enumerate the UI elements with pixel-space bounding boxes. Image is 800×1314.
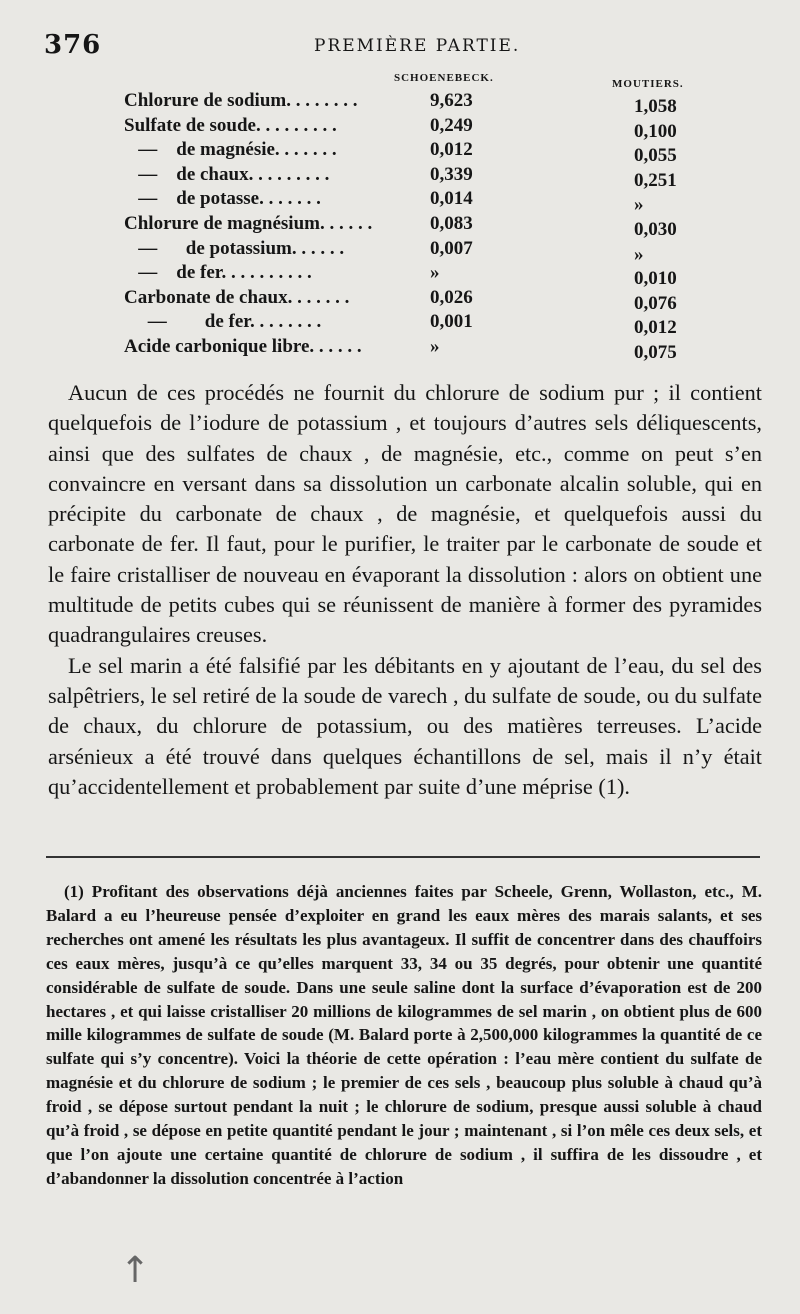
pencil-mark-icon: ↑ <box>120 1250 151 1291</box>
table-row <box>124 90 724 115</box>
value-moutiers: 0,055 <box>634 145 677 167</box>
table-row <box>124 115 724 140</box>
page-header <box>44 30 760 64</box>
value-moutiers: 0,075 <box>634 341 677 363</box>
table-row <box>124 164 724 189</box>
row-label: Carbonate de chaux. . . . . . . <box>124 286 350 308</box>
value-schoenebeck: » <box>430 335 440 357</box>
value-schoenebeck: 0,339 <box>430 163 473 185</box>
value-schoenebeck: 0,026 <box>430 286 473 308</box>
table-row <box>124 262 724 290</box>
table-row <box>124 139 724 167</box>
table-rows <box>124 90 724 361</box>
row-label: — de fer. . . . . . . . <box>124 311 322 333</box>
table-row <box>124 287 724 312</box>
value-schoenebeck: 0,249 <box>430 114 473 136</box>
value-moutiers: 0,030 <box>634 218 677 240</box>
running-head: PREMIÈRE PARTIE. <box>314 36 521 56</box>
body-paragraph: Aucun de ces procédés ne fournit du chlorure de sodium pur ; il contient quelquefois de l’iodure de potassium , et toujours d’autres sels déliquescents, ainsi que des sulfates de chaux , de magnésie, etc., comme on peut s’en convaincre en versant dans sa dissolution un carbonate alcalin soluble, qui en précipite du carbonate de chaux , de magnésie, et quelquefois aussi du carbonate de fer. Il faut, pour le purifier, le traiter par le carbonate de soude et le faire cristalliser de nouveau en évaporant la dissolution : alors on obtient une multitude de petits cubes qui se réunissent de manière à former des pyramides quadrangulaires creuses. <box>48 380 762 648</box>
body-paragraph: Le sel marin a été falsifié par les débitants en y ajoutant de l’eau, du sel des salpêtriers, le sel retiré de la soude de varech , du sulfate de soude, ou du sulfate de chaux, du chlorure de potassium, ou des matières terreuses. L’acide arsénieux a été trouvé dans quelques échantillons de sel, mais il n’y était qu’accidentellement et probablement par suite d’une méprise (1). <box>48 652 762 799</box>
footnote-separator <box>46 856 760 858</box>
row-label: — de potassium. . . . . . <box>124 237 345 259</box>
value-schoenebeck: 9,623 <box>430 90 473 111</box>
value-moutiers: » <box>634 243 644 265</box>
table-row <box>124 213 724 238</box>
column-header-schoenebeck: SCHOENEBECK. <box>394 72 494 84</box>
row-label: — de chaux. . . . . . . . . <box>124 163 330 185</box>
row-label: Chlorure de sodium. . . . . . . . <box>124 90 358 111</box>
column-header-moutiers: MOUTIERS. <box>612 78 684 90</box>
row-label: Chlorure de magnésium. . . . . . <box>124 212 373 234</box>
footnote-text: (1) Profitant des observations déjà anciennes faites par Scheele, Grenn, Wollaston, etc., M. Balard a eu l’heureuse pensée d’exploiter en grand les eaux mères des marais salants, et ses recherches ont amené les résultats les plus avantageux. Il suffit de concentrer dans des chauffoirs ces eaux mères, jusqu’à ce qu’elles marquent 33, 34 ou 35 degrés, pour obtenir une quantité considérable de sulfate de soude. Dans une seule saline dont la surface d’évaporation est de 200 hectares , et qui laisse cristalliser 20 millions de kilogrammes de sel marin , on obtient plus de 600 mille kilogrammes de sulfate de soude (M. Balard porte à 2,500,000 kilogrammes la quantité de ce sulfate qui s’y concentre). Voici la théorie de cette opération : l’eau mère contient du sulfate de magnésie et du chlorure de sodium ; le premier de ces sels , beaucoup plus soluble à chaud qu’à froid , se dépose surtout pendant la nuit ; le chlorure de sodium, presque aussi soluble à chaud qu’à froid , se dépose en petite quantité pendant le jour ; maintenant , si l’on mêle ces deux sels, et que l’on ajoute une certaine quantité de chlorure de sodium , il suffira de les dissoudre , et d’abandonner la dissolution concentrée à l’action <box>46 882 762 1188</box>
footnote <box>46 880 762 1191</box>
row-label: — de fer. . . . . . . . . . <box>124 262 312 284</box>
value-schoenebeck: » <box>430 262 440 284</box>
page-number: 376 <box>44 30 102 60</box>
value-schoenebeck: 0,007 <box>430 237 473 259</box>
value-moutiers: » <box>634 194 644 216</box>
table-column-headers <box>124 72 724 90</box>
table-row <box>124 336 724 361</box>
table-row <box>124 238 724 263</box>
value-moutiers: 0,076 <box>634 292 677 314</box>
row-label: — de magnésie. . . . . . . <box>124 139 337 161</box>
row-label: Sulfate de soude. . . . . . . . . <box>124 114 337 136</box>
value-moutiers: 1,058 <box>634 96 677 117</box>
value-moutiers: 0,010 <box>634 268 677 290</box>
value-moutiers: 0,012 <box>634 317 677 339</box>
value-moutiers: 0,251 <box>634 169 677 191</box>
value-moutiers: 0,100 <box>634 120 677 142</box>
table-row <box>124 311 724 339</box>
value-schoenebeck: 0,012 <box>430 139 473 161</box>
composition-table <box>124 72 724 361</box>
table-row <box>124 188 724 216</box>
row-label: — de potasse. . . . . . . <box>124 188 321 210</box>
value-schoenebeck: 0,083 <box>430 212 473 234</box>
value-schoenebeck: 0,014 <box>430 188 473 210</box>
value-schoenebeck: 0,001 <box>430 311 473 333</box>
row-label: Acide carbonique libre. . . . . . <box>124 335 362 357</box>
body-text <box>48 378 762 802</box>
